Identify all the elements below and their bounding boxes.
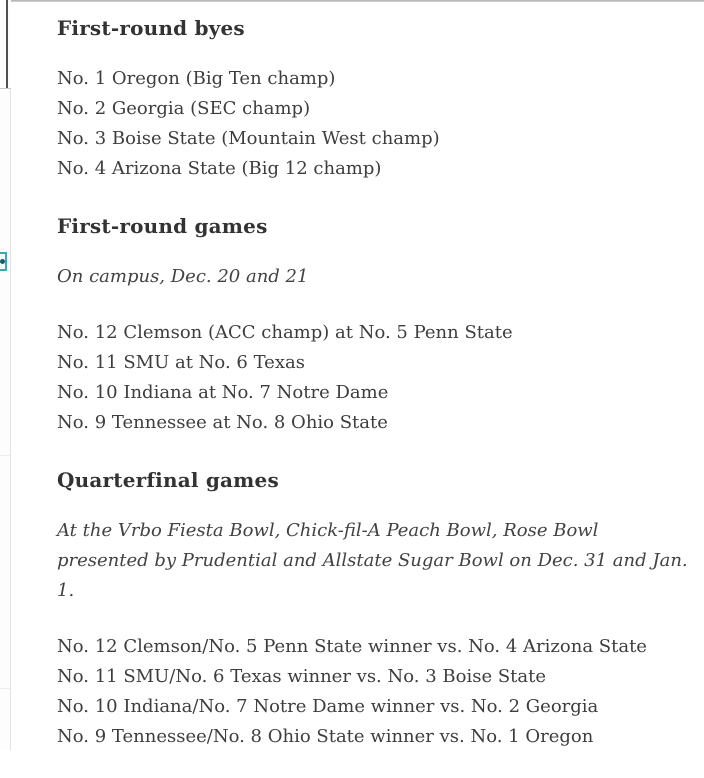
section-intro-quarterfinal: At the Vrbo Fiesta Bowl, Chick-fil-A Peach Bowl, Rose Bowl presented by Prudential and Allstate Sugar Bowl on Dec. 31 and Jan. 1. [57, 520, 688, 601]
list-line: No. 12 Clemson/No. 5 Penn State winner vs. No. 4 Arizona State [57, 636, 647, 657]
section-heading-first-round-games: First-round games [57, 214, 268, 238]
section-intro-first-round: On campus, Dec. 20 and 21 [57, 266, 309, 287]
annotation-handle-dot [0, 259, 5, 264]
section-heading-first-round-byes: First-round byes [57, 16, 245, 40]
content-left-border [10, 89, 11, 750]
list-line: No. 2 Georgia (SEC champ) [57, 98, 311, 119]
article-body [57, 0, 692, 778]
list-line: No. 10 Indiana at No. 7 Notre Dame [57, 382, 389, 403]
list-line: No. 10 Indiana/No. 7 Notre Dame winner vs. No. 2 Georgia [57, 696, 599, 717]
annotation-handle[interactable] [0, 252, 7, 271]
rail-divider [0, 455, 10, 456]
first-round-games-list [57, 318, 692, 438]
quarterfinal-games-list [57, 632, 692, 752]
list-line: No. 9 Tennessee at No. 8 Ohio State [57, 412, 388, 433]
list-line: No. 9 Tennessee/No. 8 Ohio State winner vs. No. 1 Oregon [57, 726, 594, 747]
list-line: No. 12 Clemson (ACC champ) at No. 5 Penn State [57, 322, 513, 343]
list-line: No. 1 Oregon (Big Ten champ) [57, 68, 336, 89]
bye-teams-list [57, 64, 692, 184]
rail-divider [0, 688, 10, 689]
list-line: No. 11 SMU/No. 6 Texas winner vs. No. 3 Boise State [57, 666, 547, 687]
left-panel-edge [0, 0, 11, 750]
section-heading-quarterfinal-games: Quarterfinal games [57, 468, 279, 492]
list-line: No. 11 SMU at No. 6 Texas [57, 352, 305, 373]
scrollbar-thumb[interactable] [6, 0, 8, 88]
list-line: No. 4 Arizona State (Big 12 champ) [57, 158, 382, 179]
list-line: No. 3 Boise State (Mountain West champ) [57, 128, 440, 149]
